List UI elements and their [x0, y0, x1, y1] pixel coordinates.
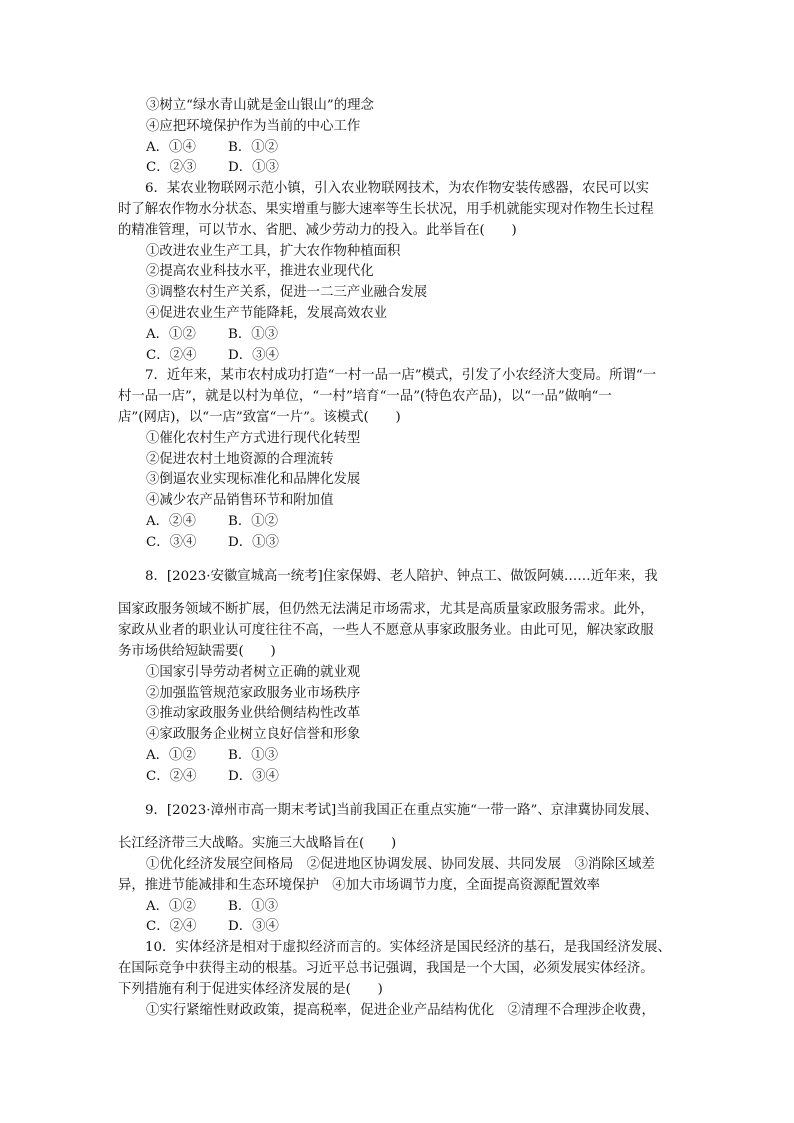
question-stem: 长江经济带三大战略。实施三大战略旨在( ) [118, 836, 397, 852]
answer-options-row [118, 325, 680, 346]
option-d: D．③④ [228, 768, 279, 784]
choice-item: ③调整农村生产关系，促进一二三产业融合发展 [146, 285, 428, 301]
option-c: C．②④ [146, 347, 197, 363]
option-a: A．①④ [146, 139, 196, 155]
option-a: A．①② [146, 326, 196, 342]
question-stem: 10．实体经济是相对于虚拟经济而言的。实体经济是国民经济的基石，是我国经济发展、 [145, 940, 671, 956]
question-stem: 店”(网店)，以“一店”致富“一片”。该模式( ) [118, 409, 401, 425]
choice-item: ①国家引导劳动者树立正确的就业观 [146, 664, 361, 680]
question-8 [118, 567, 680, 788]
choice-item: ②加强监管规范家政服务业市场秩序 [146, 685, 361, 701]
question-stem: 家政从业者的职业认可度往往不高，一些人不愿意从事家政服务业。由此可见，解决家政服 [118, 623, 654, 639]
choice-item: ③树立“绿水青山就是金山银山”的理念 [146, 98, 374, 113]
question-6 [118, 179, 680, 366]
choice-item: ③推动家政服务业供给侧结构性改革 [146, 706, 361, 722]
option-b: B．①③ [228, 326, 279, 342]
question-stem: 下列措施有利于促进实体经济发展的是( ) [118, 981, 383, 997]
option-d: D．①③ [228, 534, 279, 550]
answer-options-row [118, 767, 680, 788]
question-7 [118, 366, 680, 553]
choice-item: ①实行紧缩性财政政策，提高税率，促进企业产品结构优化 ②清理不合理涉企收费， [146, 1002, 655, 1018]
question-stem: 务市场供给短缺需要( ) [118, 643, 276, 659]
document-page [118, 96, 680, 1021]
option-b: B．①② [228, 513, 279, 529]
question-stem: 时了解农作物水分状态、果实增重与膨大速率等生长状况，用手机就能实现对作物生长过程 [118, 201, 654, 217]
choice-item: ④减少农产品销售环节和附加值 [146, 493, 334, 509]
choice-item: ③倒逼农业实现标准化和品牌化发展 [146, 472, 361, 488]
choice-item: ②提高农业科技水平，推进农业现代化 [146, 264, 374, 280]
option-b: B．①③ [228, 898, 279, 914]
option-b: B．①② [228, 139, 279, 155]
question-stem: 9．[2023·漳州市高一期末考试]当前我国正在重点实施“一带一路”、京津冀协同发展、 [145, 802, 658, 818]
answer-options-row [118, 346, 680, 367]
question-stem: 在国际竞争中获得主动的根基。习近平总书记强调，我国是一个大国，必须发展实体经济。 [118, 961, 654, 977]
option-b: B．①③ [228, 747, 279, 763]
option-c: C．②④ [146, 919, 197, 935]
choice-item: 异，推进节能减排和生态环境保护 ④加大市场调节力度，全面提高资源配置效率 [118, 877, 601, 893]
question-stem: 6．某农业物联网示范小镇，引入农业物联网技术，为农作物安装传感器，农民可以实 [145, 181, 649, 197]
choice-item: ④家政服务企业树立良好信誉和形象 [146, 727, 361, 743]
question-10 [118, 938, 680, 1021]
option-d: D．③④ [228, 919, 279, 935]
answer-options-row [118, 138, 680, 159]
choice-item: ①催化农村生产方式进行现代化转型 [146, 430, 361, 446]
choice-item: ①优化经济发展空间格局 ②促进地区协调发展、协同发展、共同发展 ③消除区域差 [146, 857, 655, 873]
option-d: D．③④ [228, 347, 279, 363]
question-stem: 的精准管理，可以节水、省肥、减少劳动力的投入。此举旨在( ) [118, 222, 517, 238]
choice-item: ④应把环境保护作为当前的中心工作 [146, 118, 361, 134]
option-a: A．①② [146, 898, 196, 914]
question-stem: 国家政服务领域不断扩展，但仍然无法满足市场需求，尤其是高质量家政服务需求。此外， [118, 602, 654, 618]
answer-options-row [118, 158, 680, 179]
option-c: C．②③ [146, 160, 197, 176]
choice-item: ④促进农业生产节能降耗，发展高效农业 [146, 305, 388, 321]
option-c: C．②④ [146, 768, 197, 784]
answer-options-row [118, 512, 680, 533]
option-c: C．③④ [146, 534, 197, 550]
option-a: A．①② [146, 747, 196, 763]
question-stem: 7．近年来，某市农村成功打造“一村一品一店”模式，引发了小农经济大变局。所谓“一 [145, 368, 657, 384]
option-a: A．②④ [146, 513, 196, 529]
option-d: D．①③ [228, 160, 279, 176]
answer-options-row [118, 917, 680, 938]
answer-options-row [118, 746, 680, 767]
question-5-tail [118, 96, 680, 179]
question-9 [118, 801, 680, 939]
question-stem: 8．[2023·安徽宣城高一统考]住家保姆、老人陪护、钟点工、做饭阿姨……近年来，我 [145, 568, 658, 584]
answer-options-row [118, 533, 680, 554]
choice-item: ①改进农业生产工具，扩大农作物种植面积 [146, 243, 401, 259]
choice-item: ②促进农村土地资源的合理流转 [146, 451, 334, 467]
answer-options-row [118, 897, 680, 918]
question-stem: 村一品一店”，就是以村为单位，“一村”培育“一品”(特色农产品)，以“一品”做响“一 [118, 389, 612, 405]
